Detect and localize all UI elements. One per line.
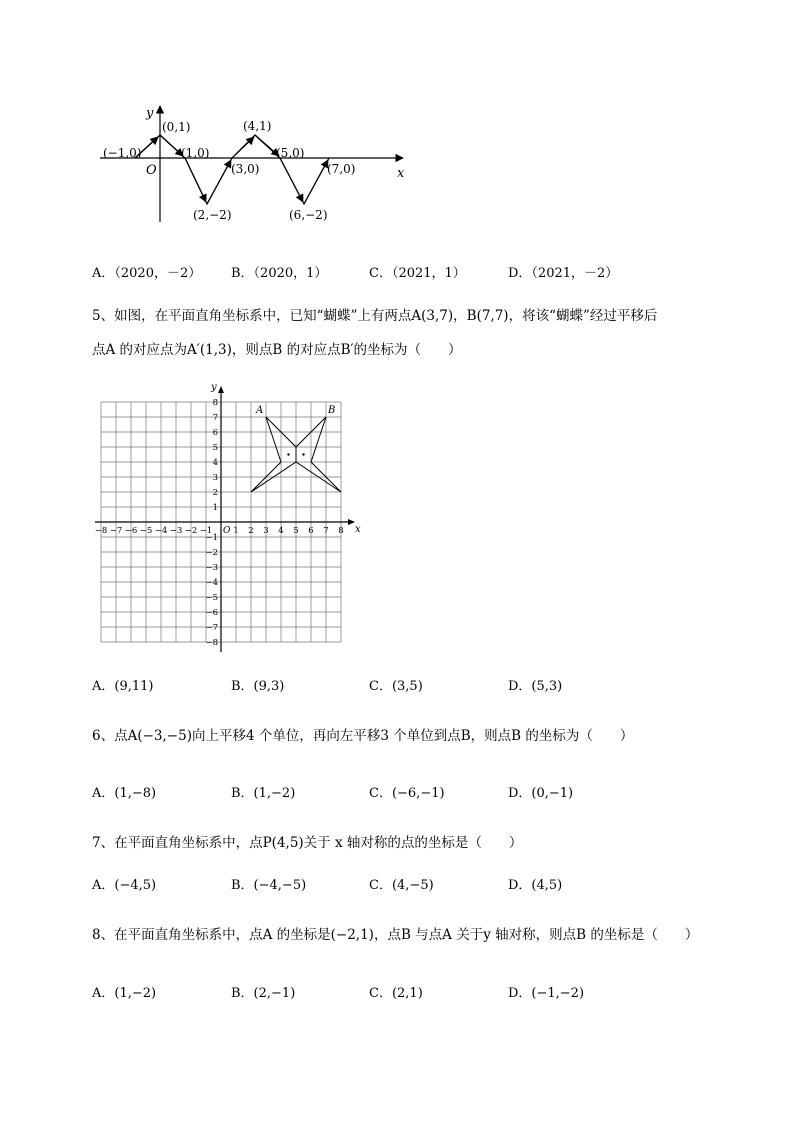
q5-x-tick-label: −3 xyxy=(169,526,183,536)
q5-x-tick-label: −2 xyxy=(184,526,198,536)
q5-option-b[interactable]: B．(9,3) xyxy=(231,679,285,694)
q5-origin-label: O xyxy=(223,526,231,536)
q5-y-tick-label: −3 xyxy=(205,563,218,573)
q4-x-label: x xyxy=(397,166,405,181)
q5-x-tick-label: −8 xyxy=(95,526,108,536)
q5-y-tick-label: 6 xyxy=(212,428,218,438)
q5-y-label: y xyxy=(211,382,217,393)
q5-y-tick-label: 3 xyxy=(212,473,218,483)
q5-x-label: x xyxy=(355,524,361,535)
q4-origin-label: O xyxy=(146,163,157,178)
q5-y-tick-label: 8 xyxy=(212,398,218,408)
q8-option-d[interactable]: D．(−1,−2) xyxy=(508,986,585,1001)
q5-butterfly-eye xyxy=(302,453,304,455)
q5-x-tick-label: 4 xyxy=(278,526,284,536)
q5-point-a-label: A xyxy=(256,405,264,416)
q5-x-tick-label: 2 xyxy=(248,526,254,536)
q4-point-label: (4,1) xyxy=(243,119,272,133)
q5-y-tick-label: −1 xyxy=(205,533,218,543)
q5-x-tick-label: 1 xyxy=(233,526,239,536)
q5-y-tick-label: 4 xyxy=(212,458,218,468)
q5-y-tick-label: −7 xyxy=(205,623,218,633)
q5-x-arrow xyxy=(348,519,355,525)
q5-y-arrow xyxy=(218,386,224,393)
q8-option-a[interactable]: A．(1,−2) xyxy=(92,986,157,1001)
q5-x-tick-label: 5 xyxy=(293,526,299,536)
q5-x-tick-label: 8 xyxy=(338,526,344,536)
q5-option-d[interactable]: D．(5,3) xyxy=(508,679,563,694)
q4-point-label: (−1,0) xyxy=(103,146,142,160)
q5-y-tick-label: −8 xyxy=(205,638,218,648)
q5-y-tick-label: −5 xyxy=(205,593,218,603)
q5-option-c[interactable]: C．(3,5) xyxy=(369,679,423,694)
q5-x-tick-label: 7 xyxy=(323,526,329,536)
q5-option-a[interactable]: A．(9,11) xyxy=(92,679,154,694)
q6-option-c[interactable]: C．(−6,−1) xyxy=(369,786,445,801)
q6-option-d[interactable]: D．(0,−1) xyxy=(508,786,574,801)
q5-x-tick-label: −4 xyxy=(154,526,168,536)
q4-zigzag-figure xyxy=(95,98,415,228)
q6-option-b[interactable]: B．(1,−2) xyxy=(231,786,296,801)
q5-y-tick-label: −4 xyxy=(205,578,218,588)
q5-y-tick-label: −2 xyxy=(205,548,218,558)
q8-option-c[interactable]: C．(2,1) xyxy=(369,986,423,1001)
q4-point-label: (5,0) xyxy=(276,146,305,160)
q7-option-a[interactable]: A．(−4,5) xyxy=(92,878,157,893)
q4-y-label: y xyxy=(146,106,154,121)
q5-x-tick-label: 6 xyxy=(308,526,314,536)
q5-y-tick-label: 2 xyxy=(212,488,218,498)
q5-point-b-label: B xyxy=(328,405,336,416)
q4-point-label: (3,0) xyxy=(231,162,260,176)
q5-x-tick-label: −5 xyxy=(139,526,153,536)
q5-y-tick-label: 7 xyxy=(212,413,218,423)
q6-option-a[interactable]: A．(1,−8) xyxy=(92,786,157,801)
q8-stem: 8、在平面直角坐标系中，点A 的坐标是(−2,1)，点B 与点A 关于y 轴对称，则点B 的坐标是（ ） xyxy=(92,927,699,943)
q4-option-a[interactable]: A．（2020，－2） xyxy=(92,266,202,281)
q7-option-d[interactable]: D．(4,5) xyxy=(508,878,563,893)
q8-option-b[interactable]: B．(2,−1) xyxy=(231,986,296,1001)
q7-option-c[interactable]: C．(4,−5) xyxy=(369,878,434,893)
q5-y-tick-label: 5 xyxy=(212,443,218,453)
q4-point-label: (0,1) xyxy=(162,120,191,134)
q5-stem-line2: 点A 的对应点为A′(1,3)，则点B 的对应点B′的坐标为（ ） xyxy=(92,342,462,358)
q5-x-tick-label: −7 xyxy=(109,526,123,536)
q5-x-tick-label: −6 xyxy=(124,526,138,536)
q4-point-label: (6,−2) xyxy=(289,208,328,222)
q5-x-tick-label: 3 xyxy=(263,526,269,536)
q7-stem: 7、在平面直角坐标系中，点P(4,5)关于 x 轴对称的点的坐标是（ ） xyxy=(92,835,523,851)
q5-butterfly-grid-figure xyxy=(95,378,375,658)
q4-option-d[interactable]: D．（2021，－2） xyxy=(508,266,619,281)
q5-y-tick-label: 1 xyxy=(212,503,218,513)
q5-stem-line1: 5、如图，在平面直角坐标系中，已知“蝴蝶”上有两点A(3,7)，B(7,7)，将该“蝴蝶”经过平移后 xyxy=(92,308,658,324)
q6-stem: 6、点A(−3,−5)向上平移4 个单位，再向左平移3 个单位到点B，则点B 的坐标为（ ） xyxy=(92,728,634,744)
q5-x-tick-label: −1 xyxy=(199,526,213,536)
q5-butterfly-eye xyxy=(287,453,289,455)
q4-option-c[interactable]: C．（2021，1） xyxy=(369,266,466,281)
q4-point-label: (7,0) xyxy=(327,162,356,176)
q5-y-tick-label: −6 xyxy=(205,608,218,618)
q4-point-label: (1,0) xyxy=(181,146,210,160)
q7-option-b[interactable]: B．(−4,−5) xyxy=(231,878,307,893)
q4-option-b[interactable]: B．（2020，1） xyxy=(231,266,328,281)
q4-point-label: (2,−2) xyxy=(193,208,232,222)
